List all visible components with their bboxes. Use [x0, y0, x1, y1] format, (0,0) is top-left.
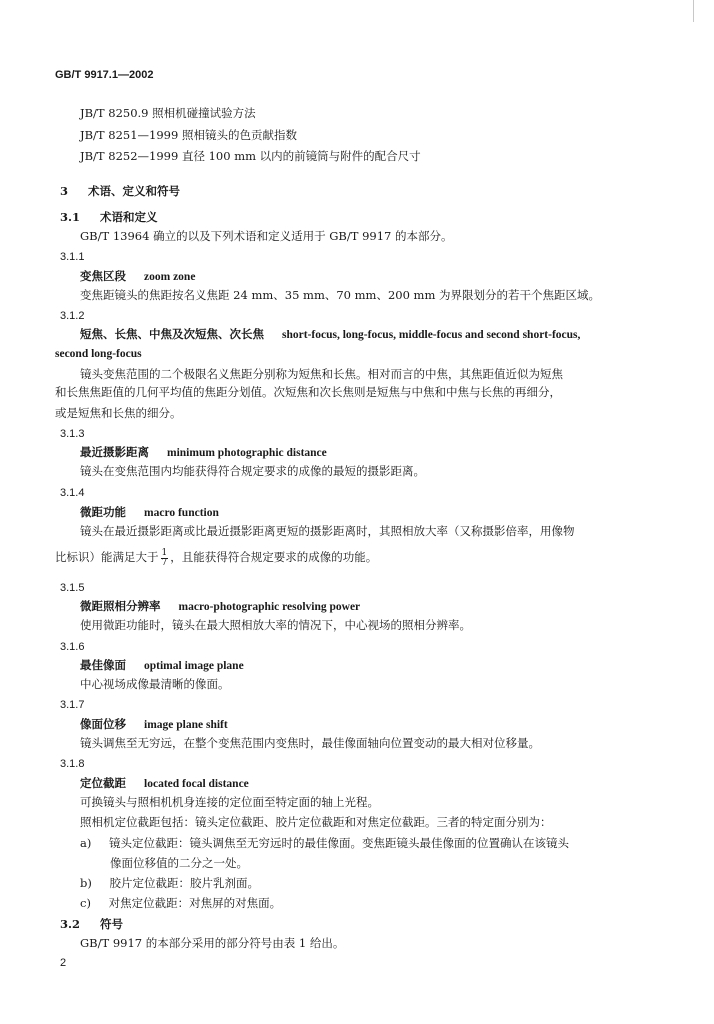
section-title: 术语和定义: [100, 210, 158, 224]
section-3-2-heading: [60, 916, 123, 932]
definition: 使用微距功能时，镜头在最大照相放大率的情况下，中心视场的照相分辨率。: [80, 618, 471, 632]
term-heading: [80, 504, 219, 521]
definition: 镜头在变焦范围内均能获得符合规定要求的成像的最短的摄影距离。: [80, 464, 425, 478]
list-item-text: 对焦定位截距：对焦屏的对焦面。: [108, 896, 282, 910]
term-en: optimal image plane: [144, 660, 244, 672]
clause-number: 3.1.1: [60, 251, 85, 263]
clause-number: 3.1.7: [60, 699, 85, 711]
section-number: 3.2: [60, 917, 81, 931]
term-heading: [80, 775, 249, 792]
list-item: [80, 895, 281, 911]
fraction-numerator: 1: [161, 547, 168, 558]
section-title: 术语、定义和符号: [88, 184, 181, 198]
reference-item: JB/T 8251—1999 照相镜头的色贡献指数: [80, 128, 297, 142]
clause-number: 3.1.4: [60, 487, 85, 499]
list-item-text: 胶片定位截距：胶片乳剂面。: [109, 876, 260, 890]
section-number: 3: [60, 184, 69, 198]
scan-edge-mark: [693, 0, 694, 22]
reference-item: JB/T 8250.9 照相机碰撞试验方法: [80, 106, 256, 120]
term-cn: 最佳像面: [80, 658, 126, 672]
term-heading: [80, 716, 228, 733]
clause-number: 3.1.2: [60, 310, 85, 322]
clause-number: 3.1.8: [60, 758, 85, 770]
definition-text: ，且能获得符合规定要求的成像的功能。: [170, 550, 378, 564]
term-cn: 像面位移: [80, 717, 126, 731]
term-cn: 微距照相分辨率: [80, 599, 161, 613]
term-en: minimum photographic distance: [167, 447, 327, 459]
term-en: macro-photographic resolving power: [178, 601, 361, 613]
paragraph: GB/T 9917 的本部分采用的部分符号由表 1 给出。: [80, 936, 345, 950]
term-en: image plane shift: [144, 719, 228, 731]
list-item-label: b): [80, 876, 92, 890]
definition: 或是短焦和长焦的细分。: [55, 406, 182, 420]
section-title: 符号: [100, 917, 124, 931]
list-item-label: c): [80, 896, 91, 910]
clause-number: 3.1.5: [60, 582, 85, 594]
definition: 镜头在最近摄影距离或比最近摄影距离更短的摄影距离时，其照相放大率（又称摄影倍率，用像物: [80, 524, 575, 538]
definition: 中心视场成像最清晰的像面。: [80, 677, 230, 691]
term-en: zoom zone: [144, 271, 196, 283]
list-item-text: 镜头定位截距：镜头调焦至无穷远时的最佳像面。变焦距镜头最佳像面的位置确认在该镜头: [109, 836, 569, 850]
definition: [55, 544, 377, 570]
section-3-heading: [60, 183, 180, 199]
definition: 镜头变焦范围的二个极限名义焦距分别称为短焦和长焦。相对而言的中焦，其焦距值近似为短焦: [80, 367, 563, 381]
term-heading: [80, 326, 580, 343]
term-heading: [80, 598, 360, 615]
list-item-label: a): [80, 836, 92, 850]
definition: 可换镜头与照相机机身连接的定位面至特定面的轴上光程。: [80, 795, 379, 809]
page-number: 2: [60, 957, 67, 969]
definition: 和长焦焦距值的几何平均值的焦距分划值。次短焦和次长焦则是短焦与中焦和中焦与长焦的再细分，: [55, 385, 561, 399]
term-heading: [80, 657, 244, 674]
clause-number: 3.1.3: [60, 428, 85, 440]
list-item-continued: 像面位移值的二分之一处。: [110, 856, 248, 870]
section-3-1-heading: [60, 209, 158, 225]
definition: 变焦距镜头的焦距按名义焦距 24 mm、35 mm、70 mm、200 mm 为界限划分的若干个焦距区域。: [80, 288, 601, 302]
term-cn: 最近摄影距离: [80, 445, 149, 459]
term-cn: 变焦区段: [80, 269, 126, 283]
reference-item: JB/T 8252—1999 直径 100 mm 以内的前镜筒与附件的配合尺寸: [80, 149, 421, 163]
section-number: 3.1: [60, 210, 81, 224]
term-en: macro function: [144, 507, 219, 519]
fraction-denominator: 7: [161, 557, 168, 568]
definition-text: 比标识）能满足大于: [55, 550, 159, 564]
term-cn: 定位截距: [80, 776, 126, 790]
term-en: located focal distance: [144, 778, 249, 790]
definition: 镜头调焦至无穷远，在整个变焦范围内变焦时，最佳像面轴向位置变动的最大相对位移量。: [80, 736, 540, 750]
term-cn: 短焦、长焦、中焦及次短焦、次长焦: [80, 327, 264, 341]
term-heading: [80, 444, 327, 461]
term-heading: [80, 268, 195, 285]
term-cn: 微距功能: [80, 505, 126, 519]
term-en: short-focus, long-focus, middle-focus and second short-focus,: [282, 329, 581, 341]
list-item: [80, 835, 569, 851]
list-item: [80, 875, 259, 891]
clause-number: 3.1.6: [60, 641, 85, 653]
fraction: [161, 549, 169, 568]
term-en-continued: second long-focus: [55, 348, 142, 360]
standard-code: GB/T 9917.1—2002: [55, 69, 154, 81]
definition: 照相机定位截距包括：镜头定位截距、胶片定位截距和对焦定位截距。三者的特定面分别为：: [80, 815, 552, 829]
paragraph: GB/T 13964 确立的以及下列术语和定义适用于 GB/T 9917 的本部分。: [80, 229, 453, 243]
